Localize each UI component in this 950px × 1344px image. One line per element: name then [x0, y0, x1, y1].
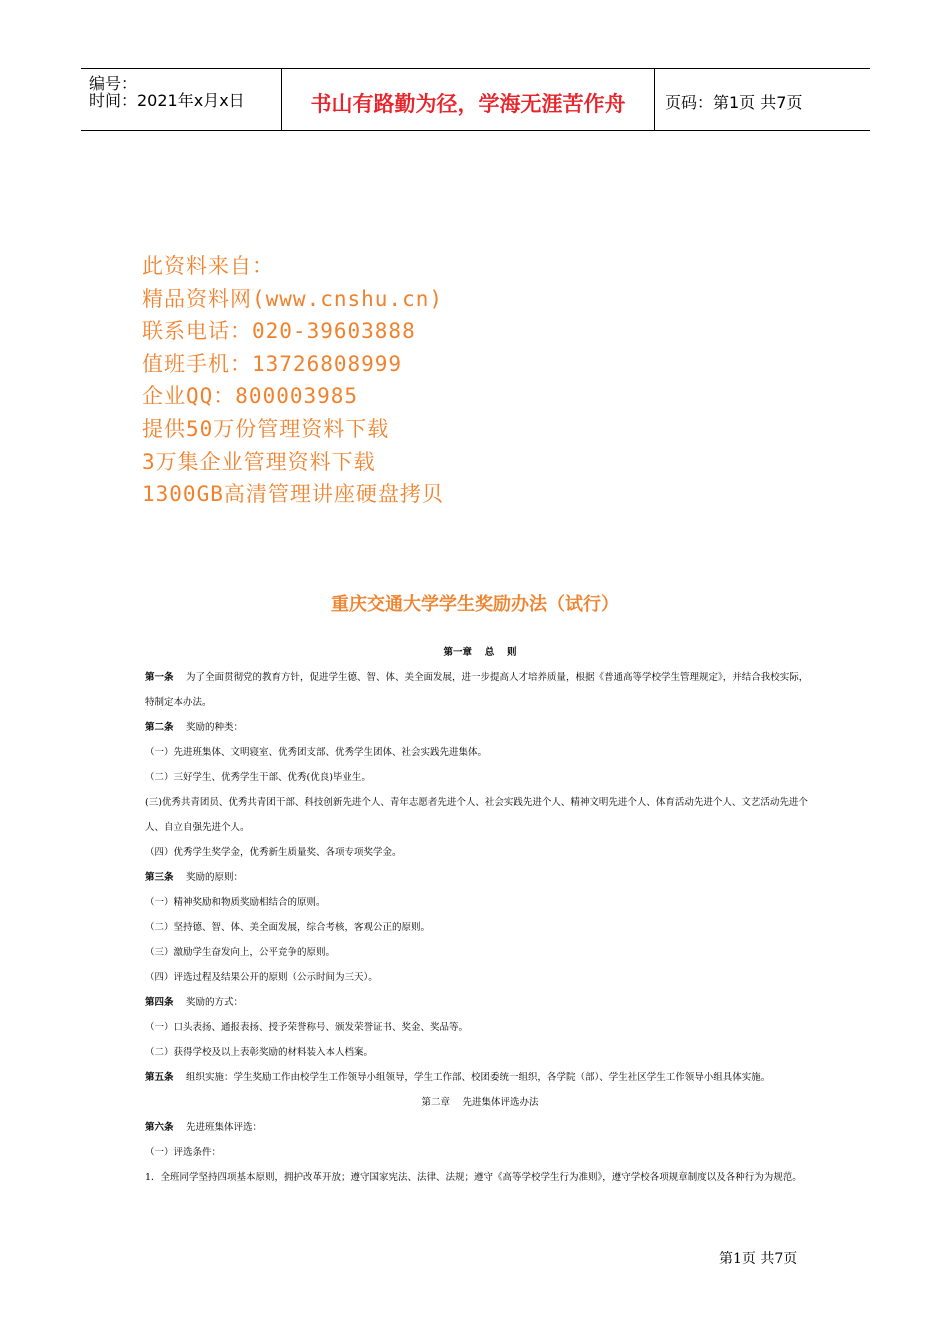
ad-line: 联系电话：020-39603888	[142, 319, 416, 344]
header-info-cell	[81, 69, 282, 130]
article-text: 为了全面贯彻党的教育方针，促进学生德、智、体、美全面发展，进一步提高人才培养质量，根据《普通高等学校学生管理规定》，并结合我校实际，特制定本办法。	[145, 672, 809, 708]
list-item: （四）优秀学生奖学金，优秀新生质量奖、各项专项奖学金。	[145, 847, 402, 858]
article-3	[145, 865, 815, 890]
ad-block	[142, 250, 444, 511]
chapter-heading: 第二章 先进集体评选办法	[421, 1097, 539, 1108]
motto: 书山有路勤为径，学海无涯苦作舟	[310, 92, 626, 116]
time-label: 时间：2021年x月x日	[89, 91, 245, 110]
article-text: 奖励的方式：	[186, 997, 244, 1008]
article-2	[145, 715, 815, 740]
number-label: 编号：	[89, 74, 138, 93]
ad-line: 3万集企业管理资料下载	[142, 449, 376, 474]
article-label: 第五条	[145, 1072, 174, 1083]
header-page-cell	[655, 69, 870, 130]
list-item: （二）三好学生、优秀学生干部、优秀(优良)毕业生。	[145, 772, 371, 783]
article-text: 先进班集体评选：	[186, 1122, 263, 1133]
article-label: 第三条	[145, 872, 174, 883]
list-item: （二）坚持德、智、体、美全面发展，综合考核，客观公正的原则。	[145, 922, 431, 933]
document-body	[145, 640, 815, 1190]
article-label: 第四条	[145, 997, 174, 1008]
list-item: （二）获得学校及以上表彰奖励的材料装入本人档案。	[145, 1047, 374, 1058]
list-item: （三）激励学生奋发向上，公平竞争的原则。	[145, 947, 336, 958]
list-item: （一）精神奖励和物质奖励相结合的原则。	[145, 897, 326, 908]
article-4	[145, 990, 815, 1015]
article-6	[145, 1115, 815, 1140]
ad-line: 1300GB高清管理讲座硬盘拷贝	[142, 482, 444, 507]
list-item: 1．全班同学坚持四项基本原则，拥护改革开放；遵守国家宪法、法律、法规；遵守《高等学校学生行为准则》，遵守学校各项规章制度以及各种行为为规范。	[145, 1172, 802, 1183]
list-item: （一）先进班集体、文明寝室、优秀团支部、优秀学生团体、社会实践先进集体。	[145, 747, 488, 758]
list-item: （一）口头表扬、通报表扬、授予荣誉称号、颁发荣誉证书、奖金、奖品等。	[145, 1022, 469, 1033]
ad-line: 此资料来自：	[142, 254, 274, 278]
page-label: 页码：第1页 共7页	[665, 93, 803, 112]
page-footer: 第1页 共7页	[719, 1251, 798, 1267]
header-table	[81, 68, 870, 131]
chapter-heading: 第一章 总 则	[443, 647, 517, 658]
header-motto-cell	[282, 69, 655, 130]
list-item: （四）评选过程及结果公开的原则（公示时间为三天）。	[145, 972, 378, 983]
article-text: 奖励的原则：	[186, 872, 244, 883]
list-item: （一）评选条件：	[145, 1147, 222, 1158]
ad-line: 精品资料网(www.cnshu.cn)	[142, 286, 444, 311]
article-label: 第二条	[145, 722, 174, 733]
document-title: 重庆交通大学学生奖励办法（试行）	[331, 594, 619, 615]
article-label: 第一条	[145, 672, 174, 683]
list-item: (三)优秀共青团员、优秀共青团干部、科技创新先进个人、青年志愿者先进个人、社会实践先进个人、精神文明先进个人、体育活动先进个人、文艺活动先进个人、自立自强先进个人。	[145, 797, 808, 833]
ad-line: 提供50万份管理资料下载	[142, 416, 390, 441]
ad-line: 企业QQ：800003985	[142, 384, 359, 409]
article-text: 奖励的种类：	[186, 722, 244, 733]
article-1	[145, 665, 815, 715]
article-text: 组织实施：学生奖励工作由校学生工作领导小组领导，学生工作部、校团委统一组织，各学院（部）、学生社区学生工作领导小组具体实施。	[186, 1072, 771, 1083]
article-label: 第六条	[145, 1122, 174, 1133]
article-5	[145, 1065, 815, 1090]
ad-line: 值班手机：13726808999	[142, 351, 403, 376]
